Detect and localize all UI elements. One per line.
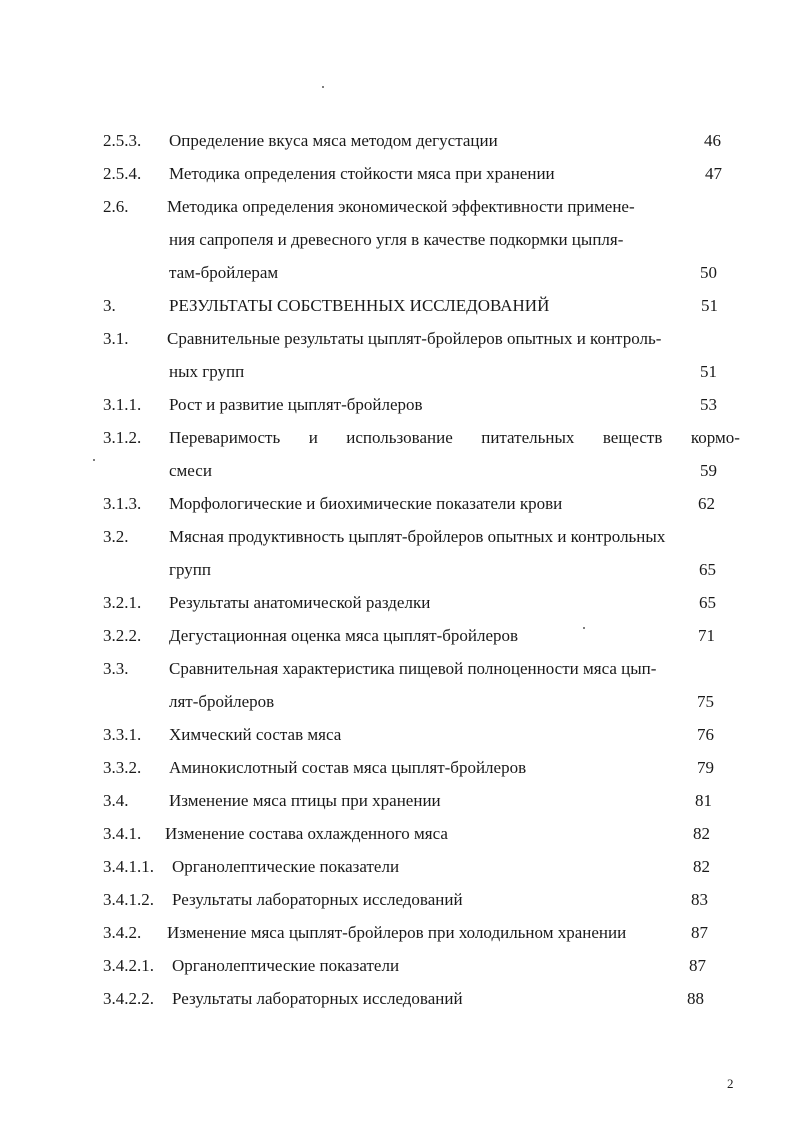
toc-title-continuation: смеси xyxy=(169,461,212,480)
toc-title: Сравнительная характеристика пищевой полноценности мяса цып- xyxy=(169,659,657,678)
toc-word: и xyxy=(308,428,318,447)
toc-page: 76 xyxy=(697,725,714,744)
scan-speck xyxy=(93,459,95,461)
toc-number: 3.3.1. xyxy=(103,725,142,744)
toc-page: 83 xyxy=(691,890,708,909)
toc-title: Результаты анатомической разделки xyxy=(169,593,431,612)
scan-speck xyxy=(322,86,324,88)
toc-title-continuation: ных групп xyxy=(169,362,245,381)
toc-title: Результаты лабораторных исследований xyxy=(172,989,463,1008)
toc-number: 3.2.2. xyxy=(103,626,142,645)
toc-title-justified xyxy=(169,428,740,448)
scan-speck xyxy=(583,627,585,629)
toc-word: использование xyxy=(346,428,453,447)
toc-page: 59 xyxy=(700,461,717,480)
toc-title: РЕЗУЛЬТАТЫ СОБСТВЕННЫХ ИССЛЕДОВАНИЙ xyxy=(169,296,550,315)
toc-title-continuation: групп xyxy=(169,560,211,579)
toc-page: 87 xyxy=(689,956,706,975)
toc-word: питательных xyxy=(481,428,575,447)
toc-title: Мясная продуктивность цыплят-бройлеров опытных и контрольных xyxy=(169,527,666,546)
toc-title: Методика определения стойкости мяса при хранении xyxy=(169,164,555,183)
toc-page: 51 xyxy=(701,296,718,315)
toc-title: Рост и развитие цыплят-бройлеров xyxy=(169,395,423,414)
toc-title: Морфологические и биохимические показатели крови xyxy=(169,494,563,513)
toc-page: 62 xyxy=(698,494,715,513)
toc-number: 3.1.1. xyxy=(103,395,142,414)
toc-title: Сравнительные результаты цыплят-бройлеров опытных и контроль- xyxy=(167,329,662,348)
toc-number: 3.1.2. xyxy=(103,428,142,447)
toc-title: Дегустационная оценка мяса цыплят-бройлеров xyxy=(169,626,519,645)
toc-number: 3.3. xyxy=(103,659,129,678)
toc-title: Изменение мяса цыплят-бройлеров при холодильном хранении xyxy=(167,923,627,942)
toc-title-continuation: лят-бройлеров xyxy=(169,692,275,711)
toc-page: 82 xyxy=(693,857,710,876)
toc-page: 81 xyxy=(695,791,712,810)
toc-page: 88 xyxy=(687,989,704,1008)
toc-number: 3.1.3. xyxy=(103,494,142,513)
toc-page: 71 xyxy=(698,626,715,645)
toc-number: 2.5.4. xyxy=(103,164,142,183)
toc-number: 2.6. xyxy=(103,197,129,216)
toc-word: веществ xyxy=(602,428,663,447)
toc-page: 47 xyxy=(705,164,722,183)
toc-page: 50 xyxy=(700,263,717,282)
page-number: 2 xyxy=(727,1076,734,1091)
toc-title-continuation: там-бройлерам xyxy=(169,263,279,282)
toc-number: 3.4.2. xyxy=(103,923,142,942)
toc-number: 2.5.3. xyxy=(103,131,142,150)
toc-number: 3.4.2.2. xyxy=(103,989,154,1008)
toc-number: 3.3.2. xyxy=(103,758,142,777)
toc-page: 65 xyxy=(699,560,716,579)
toc-title: Химческий состав мяса xyxy=(169,725,342,744)
toc-title-continuation: ния сапропеля и древесного угля в качестве подкормки цыпля- xyxy=(169,230,624,249)
toc-page: 87 xyxy=(691,923,708,942)
toc-title: Органолептические показатели xyxy=(172,956,400,975)
toc-title: Методика определения экономической эффективности примене- xyxy=(167,197,635,216)
toc-number: 3.2.1. xyxy=(103,593,142,612)
toc-title: Органолептические показатели xyxy=(172,857,400,876)
toc-page: 51 xyxy=(700,362,717,381)
toc-page: 75 xyxy=(697,692,714,711)
toc-number: 3.1. xyxy=(103,329,129,348)
toc-page: 53 xyxy=(700,395,717,414)
toc-title: Аминокислотный состав мяса цыплят-бройлеров xyxy=(169,758,527,777)
toc-word: Переваримость xyxy=(169,428,281,447)
toc-title: Определение вкуса мяса методом дегустации xyxy=(169,131,498,150)
toc-page: 79 xyxy=(697,758,714,777)
toc-number: 3.4.1. xyxy=(103,824,142,843)
toc-word: кормо- xyxy=(690,428,740,447)
toc-title: Изменение мяса птицы при хранении xyxy=(169,791,441,810)
toc-number: 3.4.1.1. xyxy=(103,857,154,876)
toc-page: 65 xyxy=(699,593,716,612)
toc-page: 46 xyxy=(704,131,721,150)
toc-number: 3.2. xyxy=(103,527,129,546)
toc-number: 3.4.2.1. xyxy=(103,956,154,975)
toc-number: 3.4. xyxy=(103,791,129,810)
toc-number: 3. xyxy=(103,296,116,315)
toc-title: Изменение состава охлажденного мяса xyxy=(165,824,448,843)
toc-number: 3.4.1.2. xyxy=(103,890,154,909)
toc-page: 82 xyxy=(693,824,710,843)
toc-title: Результаты лабораторных исследований xyxy=(172,890,463,909)
